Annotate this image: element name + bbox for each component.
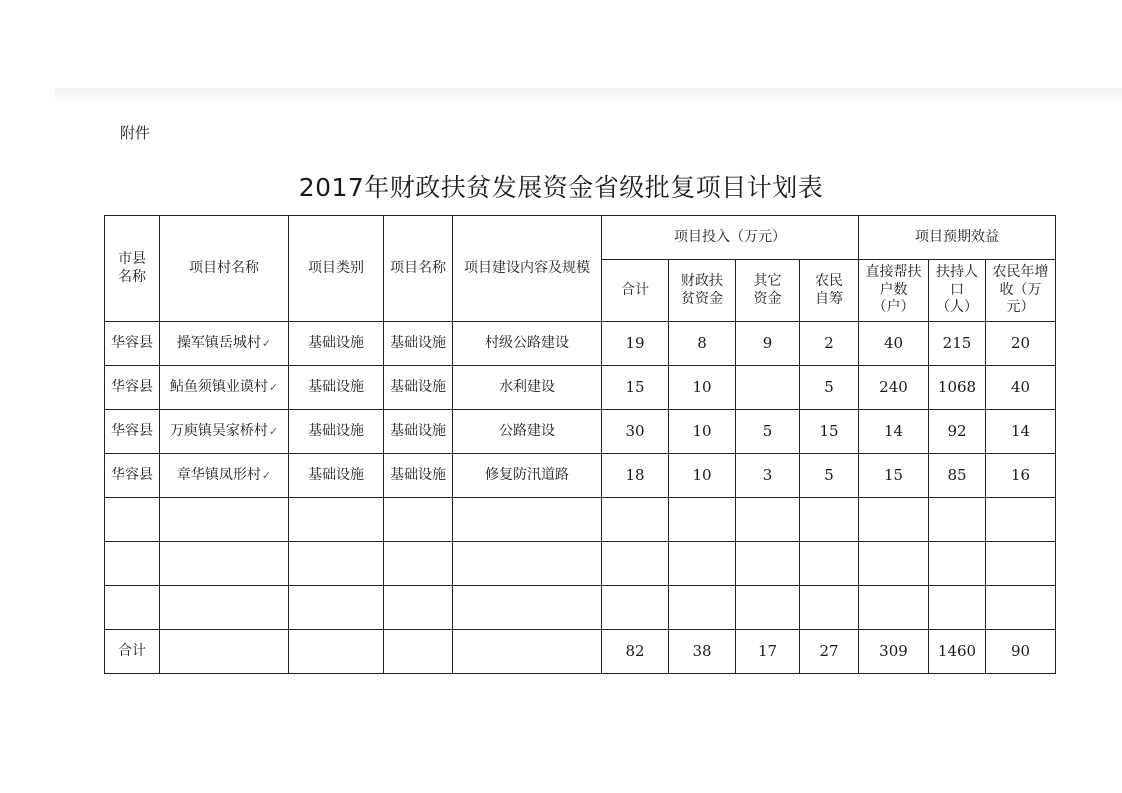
cell-income: 16 bbox=[986, 454, 1056, 498]
cell-fiscal: 10 bbox=[669, 410, 736, 454]
cell-other bbox=[736, 366, 800, 410]
totals-farmer-self: 27 bbox=[800, 630, 859, 674]
empty-cell bbox=[160, 630, 289, 674]
empty-cell bbox=[736, 586, 800, 630]
totals-households: 309 bbox=[859, 630, 929, 674]
cell-total: 19 bbox=[602, 322, 669, 366]
cell-category: 基础设施 bbox=[289, 366, 384, 410]
cell-farmer-self: 15 bbox=[800, 410, 859, 454]
empty-cell bbox=[105, 498, 160, 542]
cell-farmer-self: 2 bbox=[800, 322, 859, 366]
cell-village bbox=[160, 366, 289, 410]
empty-cell bbox=[160, 586, 289, 630]
village-name: 操军镇岳城村 bbox=[176, 334, 261, 351]
table-row bbox=[105, 322, 1056, 366]
table-row bbox=[105, 366, 1056, 410]
table-row bbox=[105, 410, 1056, 454]
header-row-1 bbox=[105, 216, 1056, 260]
cell-households: 240 bbox=[859, 366, 929, 410]
empty-cell bbox=[453, 630, 602, 674]
cell-population: 215 bbox=[929, 322, 986, 366]
header-county: 市县名称 bbox=[105, 216, 160, 322]
cell-content: 水利建设 bbox=[453, 366, 602, 410]
empty-cell bbox=[800, 586, 859, 630]
header-direct-households: 直接帮扶户数（户） bbox=[859, 260, 929, 322]
cell-county: 华容县 bbox=[105, 322, 160, 366]
empty-cell bbox=[289, 586, 384, 630]
empty-cell bbox=[602, 542, 669, 586]
empty-cell bbox=[669, 498, 736, 542]
check-mark-icon: ✓ bbox=[268, 424, 279, 438]
cell-project-name: 基础设施 bbox=[384, 410, 453, 454]
empty-cell bbox=[160, 498, 289, 542]
header-content: 项目建设内容及规模 bbox=[453, 216, 602, 322]
cell-households: 40 bbox=[859, 322, 929, 366]
header-total: 合计 bbox=[602, 260, 669, 322]
document-title: 2017年财政扶贫发展资金省级批复项目计划表 bbox=[298, 173, 824, 202]
totals-total: 82 bbox=[602, 630, 669, 674]
attachment-label: 附件 bbox=[120, 124, 151, 142]
cell-population: 1068 bbox=[929, 366, 986, 410]
cell-category: 基础设施 bbox=[289, 322, 384, 366]
village-name: 万庾镇吴家桥村 bbox=[169, 422, 268, 439]
project-plan-table bbox=[104, 215, 1056, 674]
empty-cell bbox=[289, 542, 384, 586]
empty-cell bbox=[602, 498, 669, 542]
cell-village bbox=[160, 410, 289, 454]
cell-county: 华容县 bbox=[105, 366, 160, 410]
empty-cell bbox=[929, 498, 986, 542]
empty-cell bbox=[602, 586, 669, 630]
empty-cell bbox=[384, 630, 453, 674]
cell-project-name: 基础设施 bbox=[384, 366, 453, 410]
cell-category: 基础设施 bbox=[289, 454, 384, 498]
empty-row bbox=[105, 542, 1056, 586]
header-population: 扶持人口（人） bbox=[929, 260, 986, 322]
empty-row bbox=[105, 586, 1056, 630]
header-project-name: 项目名称 bbox=[384, 216, 453, 322]
header-other: 其它资金 bbox=[736, 260, 800, 322]
empty-cell bbox=[929, 542, 986, 586]
header-fiscal: 财政扶贫资金 bbox=[669, 260, 736, 322]
empty-cell bbox=[800, 498, 859, 542]
cell-total: 30 bbox=[602, 410, 669, 454]
check-mark-icon: ✓ bbox=[261, 336, 272, 350]
header-category: 项目类别 bbox=[289, 216, 384, 322]
cell-project-name: 基础设施 bbox=[384, 454, 453, 498]
check-mark-icon: ✓ bbox=[261, 468, 272, 482]
empty-cell bbox=[384, 498, 453, 542]
empty-cell bbox=[986, 586, 1056, 630]
empty-cell bbox=[453, 498, 602, 542]
empty-cell bbox=[453, 586, 602, 630]
totals-population: 1460 bbox=[929, 630, 986, 674]
header-income: 农民年增 收（万元） bbox=[986, 260, 1056, 322]
cell-households: 14 bbox=[859, 410, 929, 454]
cell-income: 40 bbox=[986, 366, 1056, 410]
cell-village bbox=[160, 322, 289, 366]
cell-content: 村级公路建设 bbox=[453, 322, 602, 366]
cell-income: 14 bbox=[986, 410, 1056, 454]
empty-cell bbox=[986, 542, 1056, 586]
cell-county: 华容县 bbox=[105, 410, 160, 454]
empty-cell bbox=[736, 542, 800, 586]
cell-total: 18 bbox=[602, 454, 669, 498]
cell-project-name: 基础设施 bbox=[384, 322, 453, 366]
cell-village bbox=[160, 454, 289, 498]
empty-cell bbox=[289, 630, 384, 674]
cell-category: 基础设施 bbox=[289, 410, 384, 454]
check-mark-icon: ✓ bbox=[268, 380, 279, 394]
empty-cell bbox=[736, 498, 800, 542]
cell-content: 公路建设 bbox=[453, 410, 602, 454]
empty-cell bbox=[800, 542, 859, 586]
cell-farmer-self: 5 bbox=[800, 454, 859, 498]
empty-cell bbox=[859, 586, 929, 630]
empty-cell bbox=[160, 542, 289, 586]
header-investment-group: 项目投入（万元） bbox=[602, 216, 859, 260]
village-name: 章华镇凤形村 bbox=[176, 466, 261, 483]
village-name: 鲇鱼须镇业谟村 bbox=[169, 378, 268, 395]
empty-cell bbox=[384, 586, 453, 630]
table-row bbox=[105, 454, 1056, 498]
header-village: 项目村名称 bbox=[160, 216, 289, 322]
cell-fiscal: 10 bbox=[669, 366, 736, 410]
empty-cell bbox=[929, 586, 986, 630]
cell-other: 9 bbox=[736, 322, 800, 366]
cell-other: 5 bbox=[736, 410, 800, 454]
empty-cell bbox=[453, 542, 602, 586]
totals-other: 17 bbox=[736, 630, 800, 674]
header-benefit-group: 项目预期效益 bbox=[859, 216, 1056, 260]
totals-label: 合计 bbox=[105, 630, 160, 674]
empty-cell bbox=[289, 498, 384, 542]
header-farmer-self: 农民自筹 bbox=[800, 260, 859, 322]
totals-fiscal: 38 bbox=[669, 630, 736, 674]
empty-cell bbox=[105, 542, 160, 586]
cell-population: 85 bbox=[929, 454, 986, 498]
empty-cell bbox=[859, 498, 929, 542]
empty-cell bbox=[986, 498, 1056, 542]
cell-population: 92 bbox=[929, 410, 986, 454]
cell-farmer-self: 5 bbox=[800, 366, 859, 410]
totals-row bbox=[105, 630, 1056, 674]
cell-content: 修复防汛道路 bbox=[453, 454, 602, 498]
empty-row bbox=[105, 498, 1056, 542]
scan-shadow bbox=[55, 88, 1122, 106]
cell-income: 20 bbox=[986, 322, 1056, 366]
cell-total: 15 bbox=[602, 366, 669, 410]
empty-cell bbox=[384, 542, 453, 586]
empty-cell bbox=[669, 542, 736, 586]
totals-income: 90 bbox=[986, 630, 1056, 674]
empty-cell bbox=[105, 586, 160, 630]
cell-fiscal: 8 bbox=[669, 322, 736, 366]
cell-county: 华容县 bbox=[105, 454, 160, 498]
empty-cell bbox=[669, 586, 736, 630]
empty-cell bbox=[859, 542, 929, 586]
cell-households: 15 bbox=[859, 454, 929, 498]
cell-other: 3 bbox=[736, 454, 800, 498]
cell-fiscal: 10 bbox=[669, 454, 736, 498]
